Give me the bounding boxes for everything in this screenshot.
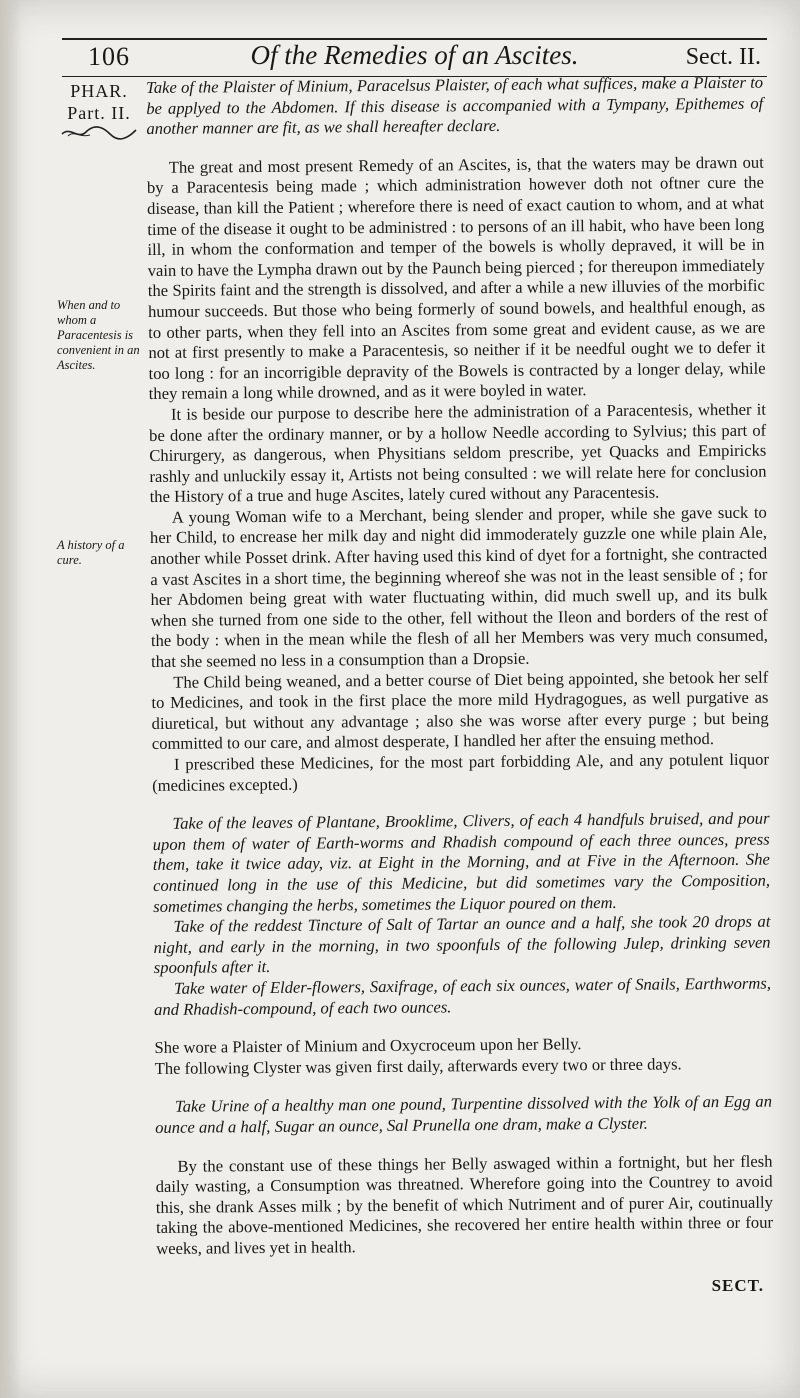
page-number: 106 [88,42,130,71]
paragraph-constant: By the constant use of these things her Belly aswaged within a fortnight, but her flesh daily wasting, a Consumption was threatned. Wherefore going into the Countrey to avoid this, she drank Asses milk ; by the benefit of which Nutriment and of purer Air, coutinually taking the above-mentioned Medicines, she recovered her entire health within three or four weeks, and lives yet in health. [155,1151,774,1258]
margin-part: Part. II. [67,103,131,123]
paragraph-remedy: The great and most present Remedy of an Ascites, is, that the waters may be drawn out by a Paracentesis being made ; which administration however doth not oftner cure the disease, than kill the Patient ; wherefore there is need of exact caution to whom, and at what time of the disease it ought to be administred : to persons of an ill habit, who have been long ill, in whom the conformation and temper of the bowels is wholly depraved, it will be in vain to have the Lympha drawn out by the Paunch being pierced ; for thereupon immediately the Spirits faint and the strength is dissolved, and after a while a new illuvies of the morbific humour succeeds. But those who being formerly of sound bowels, and healthful enough, as to other parts, when they fell into an Ascites from some great and evident cause, as we are not at first presently to make a Paracentesis, so neither if it be needful ought we to defer it too long : for an incorrigible depravity of the Bowels is contracted by a longer delay, while they remain a long while drowned, and as it were boyled in water. [146,152,766,404]
recipe-plantane: Take of the leaves of Plantane, Brooklime, Clivers, of each 4 handfuls bruised, and pour upon them of water of Earth-worms and Rhadish compound of each three ounces, press them, take it twice aday, viz. at Eight in the Morning, and at Five in the Afternoon. She continued long in the use of this Medicine, but did sometimes vary the Composition, sometimes changing the herbs, sometimes the Liquor poured on them. [152,808,771,916]
page-header [62,40,767,76]
margin-note-history: A history of a cure. [57,538,125,567]
paragraph-child: The Child being weaned, and a better course of Diet being appointed, she betook her self to Medicines, and took in the first place the more mild Hydragogues, as well purgative as diuretical, but without any advantage ; also she was worse after every purge ; but being committed to our care, and almost desperate, I handled her after the ensuing method. [151,667,769,754]
paragraph-prescribed: I prescribed these Medicines, for the most part forbidding Ale, and any potulent liquor (medicines excepted.) [152,749,770,795]
margin-phar: PHAR. [70,81,128,101]
recipe-tincture: Take of the reddest Tincture of Salt of Tartar an ounce and a half, she took 20 drops at night, and early in the morning, in two spoonfuls of the following Julep, drinking seven spoonfuls after it. [153,911,771,978]
paragraph-plaister: Take of the Plaister of Minium, Paracelsus Plaister, of each what suffices, make a Plaister to be applyed to the Abdomen. If this disease is accompanied with a Tympany, Epithemes of another manner are fit, as we shall hereafter declare. [146,72,764,139]
catchword: SECT. [711,1276,764,1295]
margin-part-heading [58,80,140,140]
recipe-water: Take water of Elder-flowers, Saxifrage, of each six ounces, water of Snails, Earthworms, and Rhadish-compound, of each two ounces. [154,973,772,1019]
paragraph-clyster: The following Clyster was given first daily, afterwards every two or three days. [154,1054,682,1078]
flourish-ornament-icon [60,126,138,140]
main-text [146,73,773,1260]
margin-note-paracentesis: When and to whom a Paracentesis is convenient in an Ascites. [57,298,140,372]
recipe-urine: Take Urine of a healthy man one pound, Turpentine dissolved with the Yolk of an Egg an ounce and a half, Sugar an ounce, Sal Prunella one dram, make a Clyster. [155,1091,773,1137]
paragraph-beside: It is beside our purpose to describe here the administration of a Paracentesis, whether it be done after the ordinary manner, or by a hollow Needle according to Sylvius; this part of Chirurgery, as dangerous, when Physitians seldom prescribe, yet Quacks and Empiricks rashly and unluckily essay it, Artists not being consulted : we will relate here for conclusion the History of a true and huge Ascites, lately cured without any Paracentesis. [149,399,767,507]
paragraph-wore: She wore a Plaister of Minium and Oxycroceum upon her Belly. [154,1034,582,1058]
paragraph-woman: A young Woman wife to a Merchant, being slender and proper, while she gave suck to her Child, to encrease her milk day and night did immoderately guzzle one while plain Ale, another while Posset drink. After having used this kind of dyet for a fortnight, she contracted a vast Ascites in a short time, the beginning whereof she was not in the least sensible of ; for her Abdomen being great with water fluctuating within, did much swell up, and its bulk when she turned from one side to the other, fell without the Ileon and borders of the rest of the body : when in the mean while the flesh of all her Members was very much consumed, that she seemed no less in a consumption than a Dropsie. [149,502,768,672]
page-gutter-shadow [0,0,22,1398]
section-label: Sect. II. [685,44,761,70]
running-title: Of the Remedies of an Ascites. [250,40,579,70]
